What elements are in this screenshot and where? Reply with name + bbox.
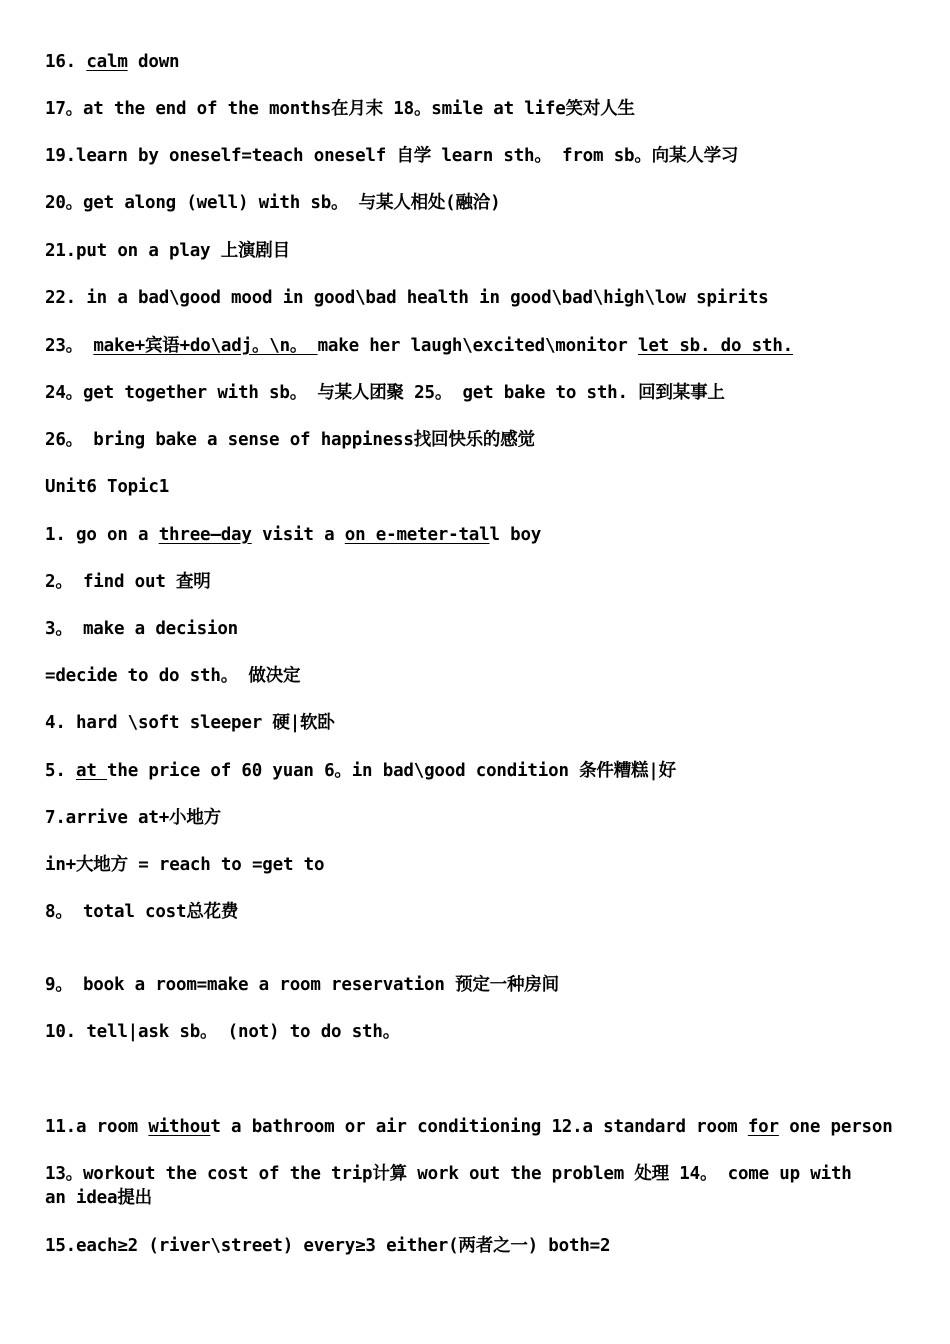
line-1	[45, 524, 541, 546]
underlined-text: let sb. do sth.	[637, 336, 794, 356]
line-2: 2。 find out 查明	[45, 572, 211, 592]
underlined-text: for	[747, 1117, 779, 1137]
line-23	[45, 335, 793, 357]
line-text: visit a	[251, 525, 345, 545]
line-4: 4. hard \soft sleeper 硬|软卧	[45, 713, 335, 733]
underlined-text: on e-meter-tal	[344, 525, 490, 545]
line-24-25: 24。get together with sb。 与某人团聚 25。 get bake to sth. 回到某事上	[45, 383, 725, 403]
line-text: 11.a room	[45, 1117, 149, 1137]
line-19: 19.learn by oneself=teach oneself 自学 learn sth。 from sb。向某人学习	[45, 146, 739, 166]
line-20: 20。get along (well) with sb。 与某人相处(融洽)	[45, 193, 501, 213]
line-text: 16.	[45, 52, 87, 72]
underlined-text: at	[76, 761, 108, 781]
line-9: 9。 book a room=make a room reservation 预定一种房间	[45, 975, 559, 995]
line-26: 26。 bring bake a sense of happiness找回快乐的感觉	[45, 430, 535, 450]
line-3: 3。 make a decision	[45, 619, 239, 639]
line-5-6	[45, 760, 676, 782]
line-10: 10. tell|ask sb。 (not) to do sth。	[45, 1022, 401, 1042]
line-7: 7.arrive at+小地方	[45, 808, 221, 828]
line-text: the price of 60 yuan 6。in bad\good condition 条件糟糕|好	[107, 761, 676, 781]
line-text: make her laugh\excited\monitor	[317, 336, 638, 356]
line-11-12	[45, 1116, 893, 1138]
underlined-text: three—day	[158, 525, 252, 545]
line-7-continued: in+大地方 = reach to =get to	[45, 855, 325, 875]
line-text: down	[127, 52, 180, 72]
line-text: l boy	[489, 525, 542, 545]
line-14-continued: an idea提出	[45, 1188, 152, 1208]
line-text: one person	[778, 1117, 893, 1137]
line-21: 21.put on a play 上演剧目	[45, 241, 290, 261]
underlined-text: withou	[148, 1117, 211, 1137]
underlined-text: make+宾语+do\adj。\n。	[93, 336, 318, 356]
line-3-continued: =decide to do sth。 做决定	[45, 666, 301, 686]
line-13-14: 13。workout the cost of the trip计算 work out the problem 处理 14。 come up with	[45, 1164, 852, 1184]
line-text: 5.	[45, 761, 77, 781]
section-heading: Unit6 Topic1	[45, 477, 170, 497]
line-15: 15.each≥2 (river\street) every≥3 either(两者之一) both=2	[45, 1236, 611, 1256]
line-text: 23。	[45, 336, 94, 356]
line-22: 22. in a bad\good mood in good\bad health in good\bad\high\low spirits	[45, 288, 769, 308]
line-8: 8。 total cost总花费	[45, 902, 239, 922]
line-17-18: 17。at the end of the months在月末 18。smile at life笑对人生	[45, 99, 635, 119]
underlined-text: calm	[86, 52, 128, 72]
line-16	[45, 51, 179, 73]
line-text: t a bathroom or air conditioning 12.a standard room	[210, 1117, 748, 1137]
line-text: 1. go on a	[45, 525, 159, 545]
